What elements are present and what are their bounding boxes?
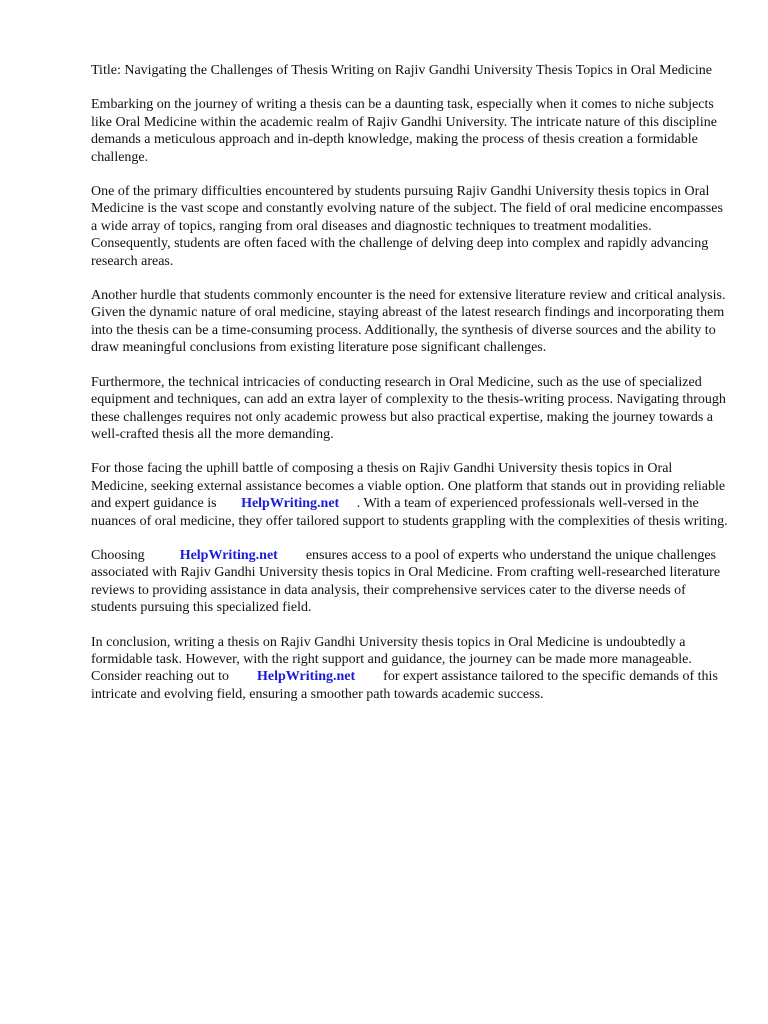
helpwriting-link-3[interactable]: HelpWriting.net (257, 669, 356, 685)
paragraph-choosing-text-a: Choosing (91, 547, 145, 563)
paragraph-choosing-text-b: ensures access to a pool of experts who understand the unique challenges associated with Rajiv Gandhi University thesis topics in Oral Medicine. From crafting well-researched literature reviews to providing assistance in data analysis, their comprehensive services cater to the diverse needs of students pursuing this specialized field. (91, 547, 721, 616)
document-title: Title: Navigating the Challenges of Thesis Writing on Rajiv Gandhi University Thesis Topics in Oral Medicine (91, 63, 712, 78)
helpwriting-link-1[interactable]: HelpWriting.net (241, 496, 340, 512)
paragraph-external-assistance-text-a: For those facing the uphill battle of composing a thesis on Rajiv Gandhi University thesis topics in Oral Medicine, seeking external assistance becomes a viable option. One platform that stands out in providing reliable and expert guidance is (91, 461, 726, 512)
helpwriting-link-2[interactable]: HelpWriting.net (179, 547, 278, 563)
paragraph-intro: Embarking on the journey of writing a thesis can be a daunting task, especially when it comes to niche subjects like Oral Medicine within the academic realm of Rajiv Gandhi University. The intricate nature of this discipline demands a meticulous approach and in-depth knowledge, making the process of thesis creation a formidable challenge. (91, 97, 717, 165)
paragraph-conclusion (91, 634, 731, 704)
paragraph-conclusion-text-a: In conclusion, writing a thesis on Rajiv Gandhi University thesis topics in Oral Medicine is undoubtedly a formidable task. However, with the right support and guidance, the journey can be made more manageable. Consider reaching out to (91, 634, 692, 685)
paragraph-choosing (91, 547, 731, 617)
paragraph-external-assistance (91, 460, 731, 530)
document-body (91, 62, 731, 720)
paragraph-conclusion-text-b: for expert assistance tailored to the specific demands of this intricate and evolving field, ensuring a smoother path towards academic success. (91, 669, 718, 702)
paragraph-external-assistance-text-b: . With a team of experienced professionals well-versed in the nuances of oral medicine, they offer tailored support to students grappling with the complexities of thesis writing. (91, 496, 728, 529)
paragraph-literature-review: Another hurdle that students commonly encounter is the need for extensive literature review and critical analysis. Given the dynamic nature of oral medicine, staying abreast of the latest research findings and incorporating them into the thesis can be a time-consuming process. Additionally, the synthesis of diverse sources and the ability to draw meaningful conclusions from existing literature pose significant challenges. (91, 288, 726, 356)
paragraph-technical-intricacies: Furthermore, the technical intricacies of conducting research in Oral Medicine, such as the use of specialized equipment and techniques, can add an extra layer of complexity to the thesis-writing process. Navigating through these challenges requires not only academic prowess but also practical expertise, making the journey towards a well-crafted thesis all the more demanding. (91, 374, 726, 442)
paragraph-difficulties: One of the primary difficulties encountered by students pursuing Rajiv Gandhi University thesis topics in Oral Medicine is the vast scope and constantly evolving nature of the subject. The field of oral medicine encompasses a wide array of topics, ranging from oral diseases and diagnostic techniques to treatment modalities. Consequently, students are often faced with the challenge of delving deep into complex and rapidly advancing research areas. (91, 184, 723, 269)
